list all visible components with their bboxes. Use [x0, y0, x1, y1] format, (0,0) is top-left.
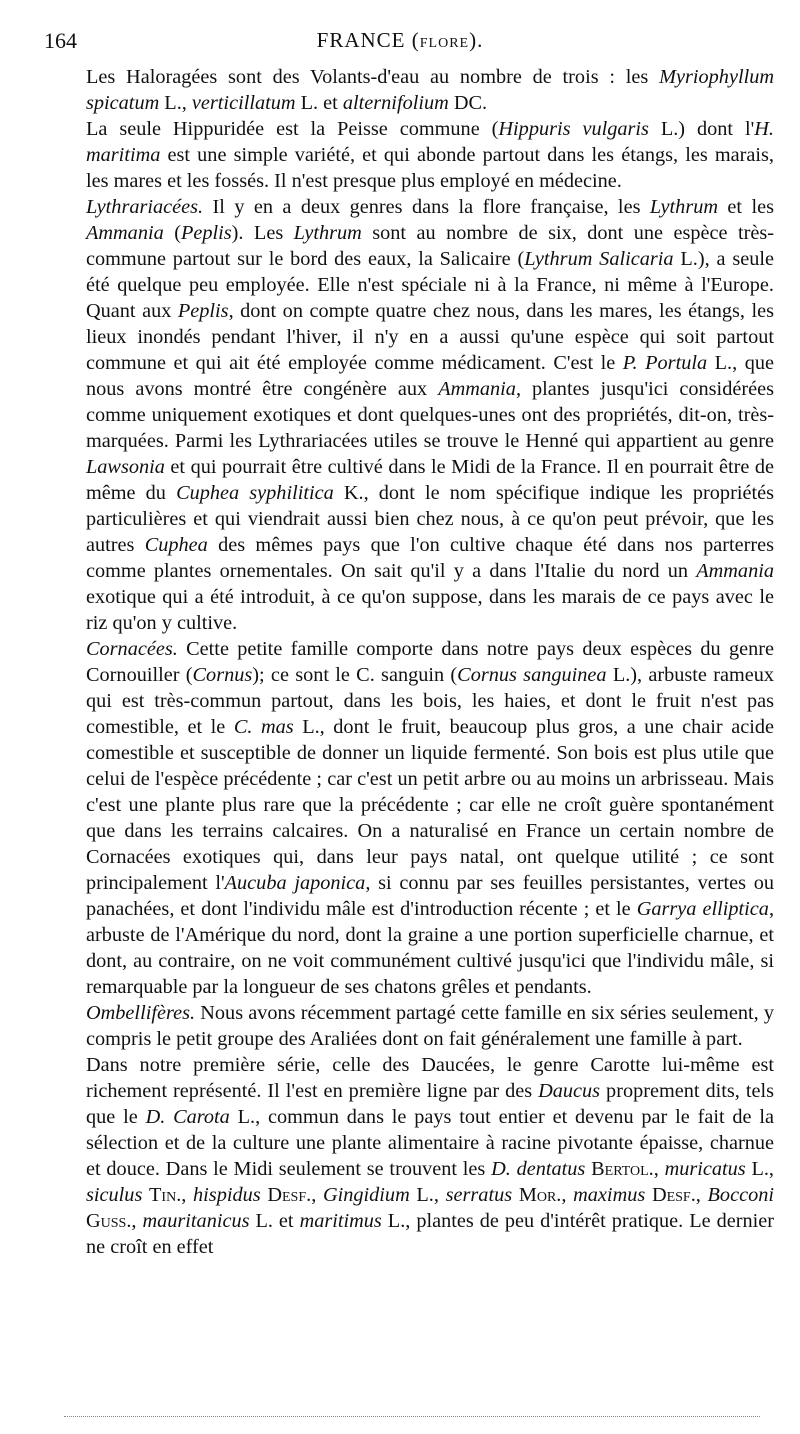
text-run: exotique qui a été introduit, à ce qu'on suppose, dans les marais de ce pays avec le riz qu'on y cultive.	[86, 586, 774, 634]
author-abbrev: Bertol.	[591, 1158, 654, 1180]
running-title	[44, 28, 756, 53]
text-run: L., commun dans le pays tout entier et devenu par le fait de la sélection et de la culture une plante alimentaire à racine pivotante épaisse, charnue et douce. Dans le Midi seulement se trouvent les	[86, 1106, 775, 1180]
italic-text: alternifolium	[342, 92, 449, 114]
text-run: sont au nombre de six, dont une espèce très-commune partout sur le bord des eaux, la Salicaire (	[86, 222, 774, 270]
text-run: Les Haloragées sont des Volants-d'eau au nombre de trois : les	[86, 66, 660, 88]
italic-text: siculus	[86, 1184, 143, 1206]
italic-text: Cornus sanguinea	[457, 664, 607, 686]
italic-text: Lythrum	[293, 222, 362, 244]
text-run: ,	[181, 1184, 194, 1206]
italic-text: C. mas	[233, 716, 294, 738]
author-abbrev: Desf.	[267, 1184, 312, 1206]
text-run: L., dont le fruit, beaucoup plus gros, a une chair acide comestible et susceptible de donner un liquide fermenté. Son bois est plus utile que celui de l'espèce précédente ; car c'est un petit arbre ou au moins un arbrisseau. Mais c'est une plante plus rare que la précédente ; car elle ne croît guère spontanément que dans les terrains calcaires. On a naturalisé en France un certain nombre de Cornacées exotiques qui, dans leur pays natal, ont quelque utilité ; ce sont principalement l'	[86, 716, 774, 894]
italic-text: Cuphea syphilitica	[176, 482, 334, 504]
text-run: L., plantes de peu d'intérêt pratique. Le dernier ne croît en effet	[86, 1210, 775, 1258]
body-text	[86, 64, 774, 1260]
paragraph	[86, 636, 774, 1000]
text-run: L., que nous avons montré être congénère aux	[86, 352, 775, 400]
text-run: est une simple variété, et qui abonde partout dans les étangs, les marais, les mares et les fossés. Il n'est presque plus employé en médecine.	[86, 144, 774, 192]
italic-text: Garrya elliptica	[636, 898, 769, 920]
italic-text: serratus	[445, 1184, 513, 1206]
italic-text: Peplis	[180, 222, 232, 244]
text-run	[512, 1184, 519, 1206]
italic-text: maximus	[573, 1184, 646, 1206]
text-run: Dans notre première série, celle des Daucées, le genre Carotte lui-même est richement représenté. Il l'est en première ligne par des	[86, 1054, 774, 1102]
text-run: L.,	[409, 1184, 446, 1206]
text-run: L. et	[249, 1210, 300, 1232]
author-abbrev: Guss.	[86, 1210, 132, 1232]
italic-text: Cuphea	[144, 534, 208, 556]
italic-text: Lythrum Salicaria	[524, 248, 674, 270]
text-run: ,	[131, 1210, 143, 1232]
italic-text: Ammania	[696, 560, 774, 582]
page-header	[44, 28, 756, 56]
page-number: 164	[44, 28, 77, 53]
text-run: Nous avons récemment partagé cette famille en six séries seulement, y compris le petit groupe des Araliées dont on fait généralement une famille à part.	[86, 1002, 774, 1050]
text-run	[645, 1184, 652, 1206]
paragraph	[86, 64, 774, 116]
text-run: ,	[561, 1184, 574, 1206]
italic-text: D. dentatus	[491, 1158, 586, 1180]
italic-text: Aucuba japonica	[224, 872, 366, 894]
italic-text: Hippuris vulgaris	[498, 118, 649, 140]
text-run: , si connu par ses feuilles persistantes, vertes ou panachées, et dont l'individu mâle est d'introduction récente ; et le	[86, 872, 775, 920]
running-title-end: ).	[469, 28, 484, 52]
running-title-sub: FLORE	[419, 36, 470, 51]
italic-text: Cornus	[192, 664, 253, 686]
italic-text: Gingidium	[322, 1184, 410, 1206]
italic-text: D. Carota	[145, 1106, 230, 1128]
paragraph	[86, 1000, 774, 1052]
italic-text: Peplis	[177, 300, 229, 322]
text-run: L. et	[295, 92, 343, 114]
text-run: L.) dont l'	[648, 118, 755, 140]
page-footer-rule	[64, 1416, 760, 1417]
italic-text: Ammania	[438, 378, 516, 400]
italic-text: maritimus	[299, 1210, 382, 1232]
text-run: DC.	[448, 92, 488, 114]
italic-text: Lawsonia	[86, 456, 165, 478]
text-run: ,	[695, 1184, 708, 1206]
italic-text: Myriophyllum spicatum	[86, 66, 774, 114]
text-run: , plantes jusqu'ici considérées comme uniquement exotiques et dont quelques-unes ont des propriétés, dit-on, très-marquées. Parmi les Lythrariacées utiles se trouve le Henné qui appartient au genre	[86, 378, 774, 452]
author-abbrev: Tin.	[149, 1184, 182, 1206]
text-run: Cette petite famille comporte dans notre pays deux espèces du genre Cornouiller (	[86, 638, 774, 686]
text-run: L.,	[745, 1158, 775, 1180]
text-run: ); ce sont le C. sanguin (	[252, 664, 458, 686]
text-run: et qui pourrait être cultivé dans le Midi de la France. Il en pourrait être de même du	[86, 456, 774, 504]
text-run: ,	[653, 1158, 665, 1180]
paragraph	[86, 194, 774, 636]
author-abbrev: Desf.	[651, 1184, 696, 1206]
text-run: L.), a seule été quelque peu employée. Elle n'est spéciale ni à la France, ni même à l'Europe. Quant aux	[86, 248, 774, 322]
paragraph	[86, 116, 774, 194]
text-run: La seule Hippuridée est la Peisse commune (	[86, 118, 499, 140]
text-run: (	[163, 222, 181, 244]
text-run: , arbuste de l'Amérique du nord, dont la graine a une portion superficielle charnue, et dont, au contraire, on ne voit communément cultivé jusqu'ici que l'individu mâle, si remarquable par la longueur de ses chatons grêles et pendants.	[86, 898, 775, 998]
italic-text: Daucus	[538, 1080, 601, 1102]
italic-text: Lythrum	[649, 196, 719, 218]
italic-text: Ammania	[86, 222, 164, 244]
italic-text: H. maritima	[86, 118, 774, 166]
text-run: proprement dits, tels que le	[86, 1080, 775, 1128]
italic-text: muricatus	[664, 1158, 746, 1180]
italic-text: P. Portula	[622, 352, 708, 374]
running-title-main: FRANCE (	[316, 28, 420, 52]
paragraph	[86, 1052, 774, 1260]
italic-text: verticillatum	[191, 92, 296, 114]
author-abbrev: Mor.	[518, 1184, 562, 1206]
italic-text: Ombellifères.	[86, 1002, 196, 1024]
text-run: ). Les	[231, 222, 294, 244]
text-run: L.,	[159, 92, 192, 114]
text-run: K., dont le nom spécifique indique les propriétés particulières et qui viendrait aussi bien chez nous, à ce qu'on peut prévoir, que les autres	[86, 482, 774, 556]
text-run: L.), arbuste rameux qui est très-commun partout, dans les bois, les haies, et dont le fruit n'est pas comestible, et le	[86, 664, 775, 738]
text-run: des mêmes pays que l'on cultive chaque été dans nos parterres comme plantes ornementales. On sait qu'il y a dans l'Italie du nord un	[86, 534, 774, 582]
text-run: , dont on compte quatre chez nous, dans les mares, les étangs, les lieux inondés pendant l'hiver, il n'y en a aussi qu'une espèce qui soit partout commune et qui ait été employée comme médicament. C'est le	[86, 300, 774, 374]
italic-text: Cornacées.	[86, 638, 178, 660]
italic-text: Lythrariacées.	[86, 196, 204, 218]
italic-text: hispidus	[193, 1184, 261, 1206]
italic-text: Bocconi	[707, 1184, 774, 1206]
italic-text: mauritanicus	[142, 1210, 250, 1232]
text-run: Il y en a deux genres dans la flore française, les	[203, 196, 650, 218]
text-run: ,	[311, 1184, 323, 1206]
text-run: et les	[718, 196, 774, 218]
